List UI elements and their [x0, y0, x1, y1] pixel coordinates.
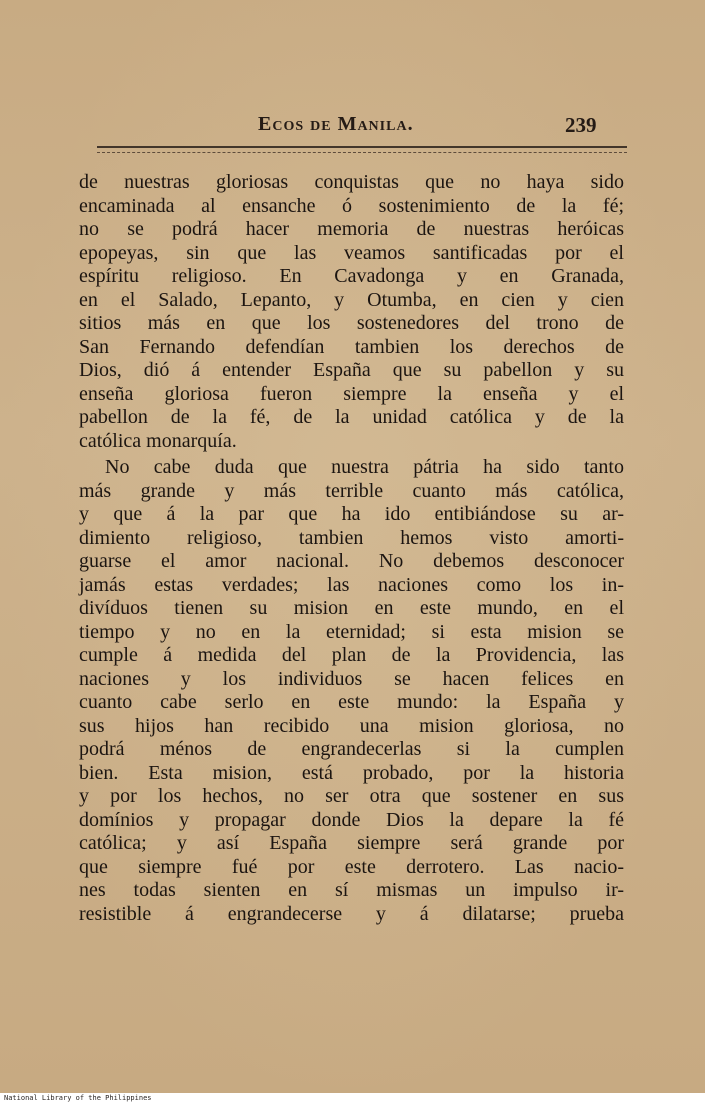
text-line: tiempo y no en la eternidad; si esta mision se — [79, 620, 624, 643]
text-line: naciones y los individuos se hacen felices en — [79, 667, 624, 690]
body-text — [79, 171, 624, 926]
text-line: que siempre fué por este derrotero. Las nacio- — [79, 855, 624, 878]
text-line: no se podrá hacer memoria de nuestras heróicas — [79, 218, 624, 240]
running-head-title: Ecos de Manila. — [258, 113, 414, 135]
text-line: cumple á medida del plan de la Providencia, las — [79, 644, 624, 666]
text-line: y que á la par que ha ido entibiándose su ar- — [79, 503, 624, 525]
text-line: sitios más en que los sostenedores del trono de — [79, 312, 624, 334]
text-line: y por los hechos, no ser otra que sostener en sus — [79, 785, 624, 807]
text-line: espíritu religioso. En Cavadonga y en Granada, — [79, 265, 624, 287]
text-line: pabellon de la fé, de la unidad católica y de la — [79, 406, 624, 428]
library-credit: National Library of the Philippines — [4, 1094, 152, 1102]
text-line: divíduos tienen su mision en este mundo, en el — [79, 597, 624, 619]
text-line: dimiento religioso, tambien hemos visto amorti- — [79, 526, 624, 549]
text-line: católica; y así España siempre será grande por — [79, 832, 624, 854]
text-line: nes todas sienten en sí mismas un impulso ir- — [79, 879, 624, 901]
text-line: cuanto cabe serlo en este mundo: la España y — [79, 691, 624, 713]
text-line: bien. Esta mision, está probado, por la historia — [79, 761, 624, 784]
text-line: epopeyas, sin que las veamos santificadas por el — [79, 241, 624, 264]
text-line: domínios y propagar donde Dios la depare la fé — [79, 808, 624, 831]
text-line: sus hijos han recibido una mision gloriosa, no — [79, 714, 624, 737]
text-line: guarse el amor nacional. No debemos desconocer — [79, 550, 624, 572]
text-line: Dios, dió á entender España que su pabellon y su — [79, 359, 624, 381]
paragraph-1 — [79, 171, 624, 453]
paragraph-2 — [79, 456, 624, 926]
text-line: más grande y más terrible cuanto más católica, — [79, 479, 624, 502]
text-line: No cabe duda que nuestra pátria ha sido tanto — [105, 456, 624, 478]
text-line: católica monarquía. — [79, 429, 237, 452]
page-number: 239 — [565, 113, 597, 137]
text-line: resistible á engrandecerse y á dilatarse; prueba — [79, 902, 624, 925]
text-line: jamás estas verdades; las naciones como los in- — [79, 573, 624, 596]
text-line: en el Salado, Lepanto, y Otumba, en cien y cien — [79, 288, 624, 311]
text-line: enseña gloriosa fueron siempre la enseña y el — [79, 382, 624, 405]
text-line: de nuestras gloriosas conquistas que no haya sido — [79, 171, 624, 193]
text-line: San Fernando defendían tambien los derechos de — [79, 335, 624, 358]
text-line: podrá ménos de engrandecerlas si la cumplen — [79, 738, 624, 760]
running-head — [0, 113, 705, 141]
text-line: encaminada al ensanche ó sostenimiento de la fé; — [79, 194, 624, 217]
header-rule — [97, 146, 627, 153]
